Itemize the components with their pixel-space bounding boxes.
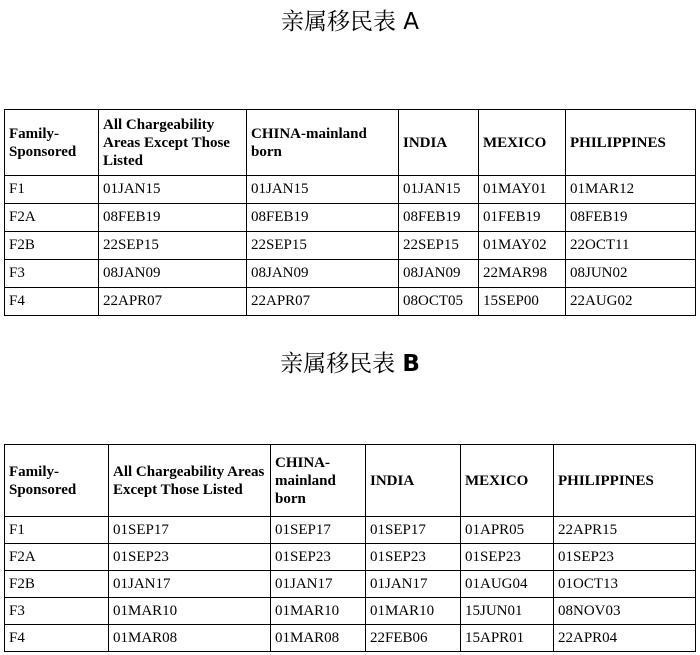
date-cell: 22APR07 xyxy=(99,288,247,316)
category-cell: F2A xyxy=(5,544,109,571)
date-cell: 01JAN15 xyxy=(399,176,479,204)
date-cell: 01MAR10 xyxy=(271,598,366,625)
date-cell: 01JAN15 xyxy=(99,176,247,204)
date-cell: 01SEP17 xyxy=(366,517,461,544)
date-cell: 01SEP23 xyxy=(366,544,461,571)
date-cell: 01SEP17 xyxy=(271,517,366,544)
date-cell: 01SEP23 xyxy=(554,544,696,571)
column-header-china: CHINA-mainland born xyxy=(271,445,366,517)
table-b-header-row xyxy=(5,445,696,517)
date-cell: 15APR01 xyxy=(461,625,554,652)
column-header-philippines: PHILIPPINES xyxy=(566,110,696,176)
table-b xyxy=(4,444,696,652)
date-cell: 08FEB19 xyxy=(247,204,399,232)
date-cell: 08OCT05 xyxy=(399,288,479,316)
date-cell: 22AUG02 xyxy=(566,288,696,316)
date-cell: 22APR07 xyxy=(247,288,399,316)
category-cell: F2B xyxy=(5,571,109,598)
category-cell: F2B xyxy=(5,232,99,260)
category-cell: F1 xyxy=(5,176,99,204)
date-cell: 08FEB19 xyxy=(99,204,247,232)
date-cell: 01MAR08 xyxy=(271,625,366,652)
date-cell: 22SEP15 xyxy=(99,232,247,260)
date-cell: 08FEB19 xyxy=(566,204,696,232)
date-cell: 22MAR98 xyxy=(479,260,566,288)
column-header-china: CHINA-mainland born xyxy=(247,110,399,176)
date-cell: 01MAR08 xyxy=(109,625,271,652)
table-a-header-row xyxy=(5,110,696,176)
table-b-title-suffix: B xyxy=(402,351,420,377)
category-cell: F3 xyxy=(5,260,99,288)
table-row xyxy=(5,288,696,316)
table-row xyxy=(5,571,696,598)
date-cell: 08JAN09 xyxy=(99,260,247,288)
table-row xyxy=(5,232,696,260)
category-cell: F1 xyxy=(5,517,109,544)
date-cell: 22APR04 xyxy=(554,625,696,652)
table-a xyxy=(4,109,696,316)
date-cell: 22APR15 xyxy=(554,517,696,544)
column-header-all-chargeability: All Chargeability Areas Except Those Listed xyxy=(109,445,271,517)
date-cell: 08JAN09 xyxy=(399,260,479,288)
date-cell: 01JAN17 xyxy=(109,571,271,598)
date-cell: 01JAN17 xyxy=(366,571,461,598)
date-cell: 08NOV03 xyxy=(554,598,696,625)
date-cell: 01MAY02 xyxy=(479,232,566,260)
column-header-family-sponsored: Family-Sponsored xyxy=(5,445,109,517)
date-cell: 01MAR10 xyxy=(366,598,461,625)
category-cell: F4 xyxy=(5,288,99,316)
column-header-philippines: PHILIPPINES xyxy=(554,445,696,517)
table-a-title: 亲属移民表 A xyxy=(280,9,420,35)
column-header-mexico: MEXICO xyxy=(461,445,554,517)
date-cell: 01JAN15 xyxy=(247,176,399,204)
date-cell: 22FEB06 xyxy=(366,625,461,652)
date-cell: 01MAR10 xyxy=(109,598,271,625)
date-cell: 01SEP23 xyxy=(271,544,366,571)
date-cell: 01OCT13 xyxy=(554,571,696,598)
table-row xyxy=(5,176,696,204)
table-b-title-main: 亲属移民表 xyxy=(280,351,396,377)
table-row xyxy=(5,598,696,625)
date-cell: 01SEP23 xyxy=(109,544,271,571)
table-row xyxy=(5,260,696,288)
column-header-india: INDIA xyxy=(366,445,461,517)
column-header-india: INDIA xyxy=(399,110,479,176)
date-cell: 01MAY01 xyxy=(479,176,566,204)
column-header-family-sponsored: Family-Sponsored xyxy=(5,110,99,176)
date-cell: 01MAR12 xyxy=(566,176,696,204)
date-cell: 22OCT11 xyxy=(566,232,696,260)
table-row xyxy=(5,544,696,571)
date-cell: 22SEP15 xyxy=(399,232,479,260)
column-header-all-chargeability: All Chargeability Areas Except Those Listed xyxy=(99,110,247,176)
date-cell: 15JUN01 xyxy=(461,598,554,625)
table-row xyxy=(5,204,696,232)
table-row xyxy=(5,625,696,652)
table-b-title xyxy=(0,350,700,378)
category-cell: F4 xyxy=(5,625,109,652)
date-cell: 01AUG04 xyxy=(461,571,554,598)
date-cell: 01SEP23 xyxy=(461,544,554,571)
date-cell: 01APR05 xyxy=(461,517,554,544)
date-cell: 08JAN09 xyxy=(247,260,399,288)
date-cell: 01JAN17 xyxy=(271,571,366,598)
date-cell: 08JUN02 xyxy=(566,260,696,288)
date-cell: 22SEP15 xyxy=(247,232,399,260)
date-cell: 01SEP17 xyxy=(109,517,271,544)
date-cell: 08FEB19 xyxy=(399,204,479,232)
category-cell: F3 xyxy=(5,598,109,625)
date-cell: 01FEB19 xyxy=(479,204,566,232)
table-row xyxy=(5,517,696,544)
column-header-mexico: MEXICO xyxy=(479,110,566,176)
category-cell: F2A xyxy=(5,204,99,232)
date-cell: 15SEP00 xyxy=(479,288,566,316)
